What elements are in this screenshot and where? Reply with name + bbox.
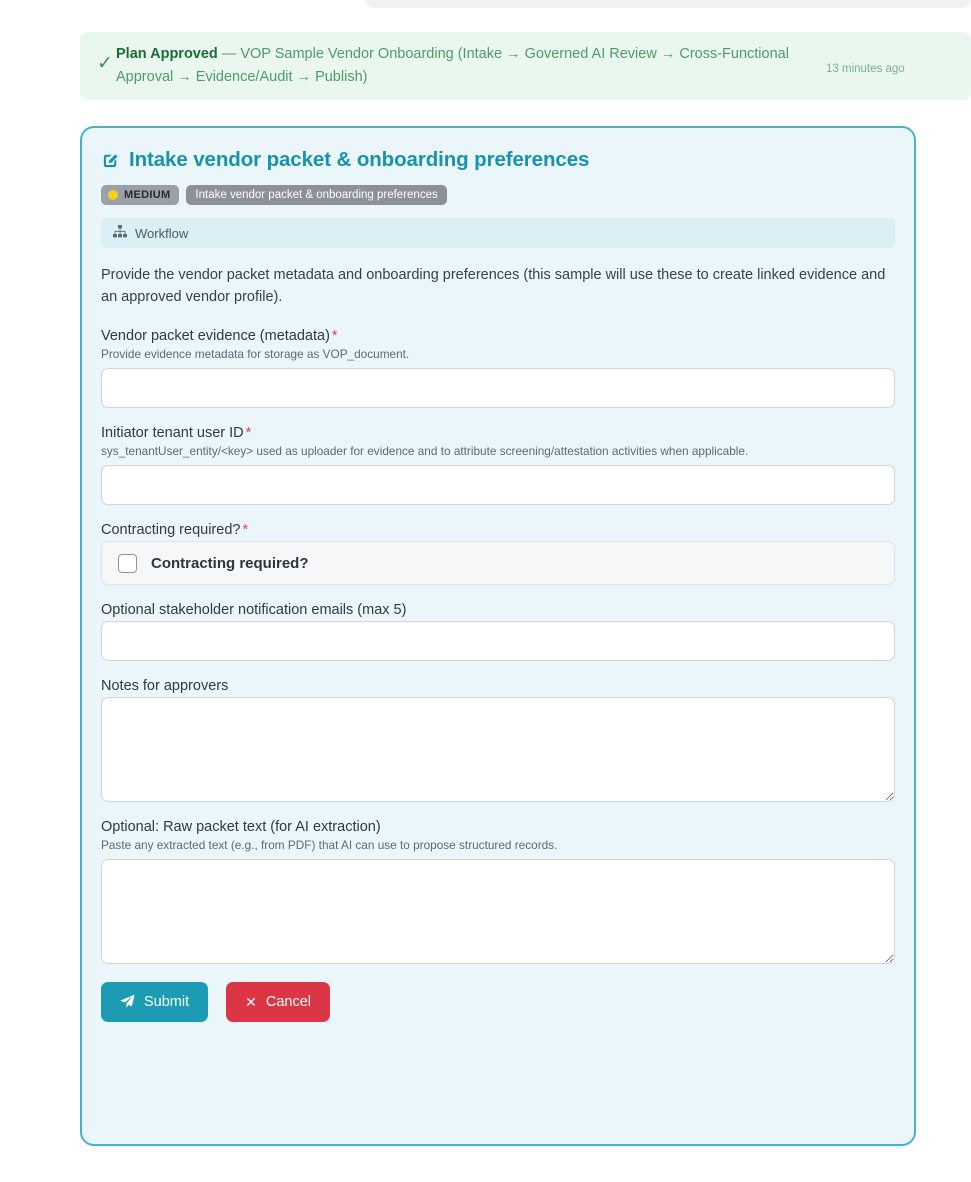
banner-title: Plan Approved [116,46,218,62]
stakeholder-emails-input[interactable] [101,621,895,661]
field-help-text: Paste any extracted text (e.g., from PDF) that AI can use to propose structured records. [101,838,558,852]
workflow-label: Workflow [135,225,189,241]
top-partial-panel [365,0,971,8]
field-contracting-required [101,522,895,585]
plan-approved-banner [80,32,971,100]
required-asterisk: * [245,425,252,441]
field-label [101,678,895,694]
field-stakeholder-emails [101,602,895,661]
page-title [101,148,895,172]
vendor-packet-evidence-input[interactable] [101,368,895,408]
sitemap-icon [113,225,127,241]
submit-button-label: Submit [144,994,190,1010]
field-label [101,602,895,618]
contracting-required-checkbox-label: Contracting required? [151,554,309,572]
cancel-button[interactable] [226,982,330,1022]
field-label [101,522,895,538]
contracting-required-checkbox-row[interactable] [101,541,895,585]
banner-description: — VOP Sample Vendor Onboarding (Intake → Governed AI Review → Cross-Functional Approval → Evidence/Audit → Publish) [116,46,789,85]
field-help-text: sys_tenantUser_entity/<key> used as uploader for evidence and to attribute screening/attestation activities when applicable. [101,444,749,458]
field-label [101,425,895,441]
check-icon: ✓ [97,53,113,74]
field-label-text: Contracting required? [101,522,241,538]
badge-row [101,185,895,205]
close-x-icon: ✕ [245,994,257,1010]
field-label-text: Vendor packet evidence (metadata) [101,328,330,344]
intake-form-card [80,126,916,1146]
field-label-text: Optional: Raw packet text (for AI extraction) [101,819,381,835]
cancel-button-label: Cancel [265,994,312,1010]
notes-for-approvers-textarea[interactable] [101,697,895,802]
field-label-text: Optional stakeholder notification emails (max 5) [101,602,407,618]
card-title-text: Intake vendor packet & onboarding preferences [129,148,590,171]
workflow-bar [101,218,895,248]
task-tag-badge: Intake vendor packet & onboarding preferences [186,185,446,205]
raw-packet-text-textarea[interactable] [101,859,895,964]
priority-badge-label: MEDIUM [124,189,171,201]
required-asterisk: * [331,328,338,344]
field-raw-packet-text [101,819,895,964]
field-label-text: Initiator tenant user ID [101,425,244,441]
field-help-text: Provide evidence metadata for storage as VOP_document. [101,347,410,361]
submit-button[interactable] [101,982,208,1022]
edit-pencil-icon [101,151,120,170]
field-label [101,328,895,344]
field-initiator-tenant-user-id [101,425,895,505]
required-asterisk: * [242,522,249,538]
priority-dot-icon [108,190,118,200]
form-intro-text: Provide the vendor packet metadata and onboarding preferences (this sample will use these to create linked evidence and an approved vendor profile). [101,267,886,305]
form-action-buttons [101,982,895,1022]
contracting-required-checkbox[interactable] [118,554,137,573]
banner-message [116,43,826,89]
paper-plane-icon [120,994,135,1011]
banner-timestamp: 13 minutes ago [826,63,905,75]
field-notes-for-approvers [101,678,895,802]
field-label-text: Notes for approvers [101,678,229,694]
initiator-tenant-user-id-input[interactable] [101,465,895,505]
priority-badge [101,185,179,205]
field-label [101,819,895,835]
field-vendor-packet-evidence [101,328,895,408]
